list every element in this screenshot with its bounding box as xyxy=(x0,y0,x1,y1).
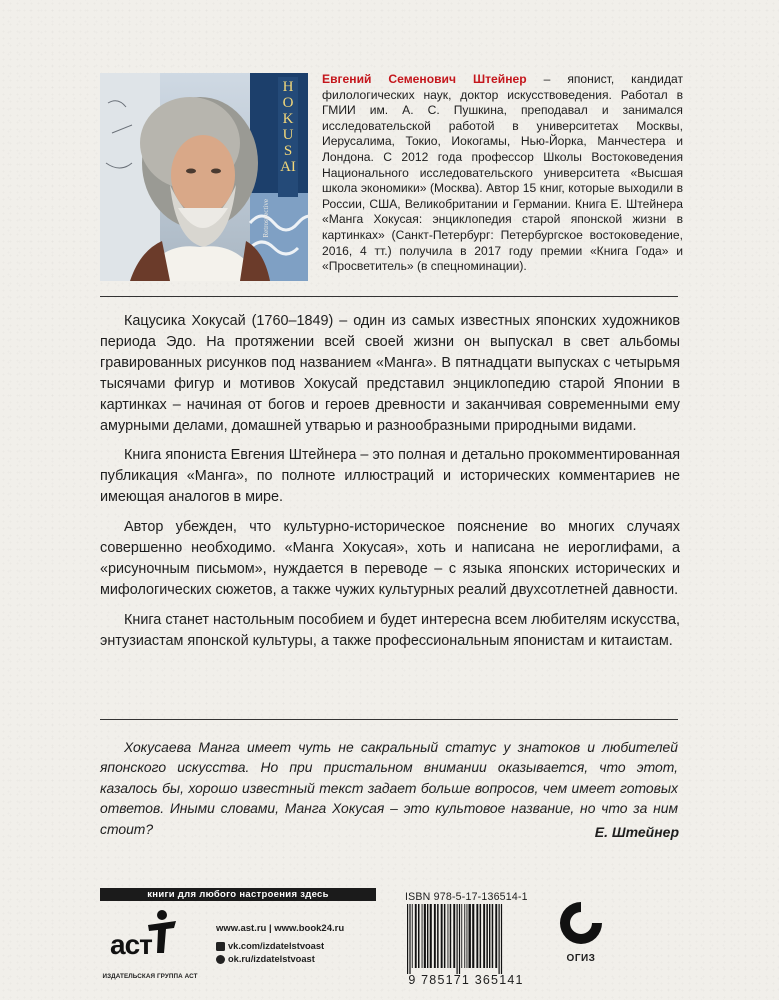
publisher-contacts xyxy=(216,920,344,969)
ast-logo xyxy=(110,907,180,969)
barcode-bar xyxy=(501,904,502,974)
divider-top xyxy=(100,296,678,297)
quote-text: Хокусаева Манга имеет чуть не сакральный статус у знатоков и любителей японского искусства. Но при пристальном внимании оказывается, что этот, казалось бы, хорошо известный текст задает больше вопросов, чем имеет готовых ответов. Иными словами, Манга Хокусая – это культовое название, но что за ним стоит? xyxy=(100,739,678,837)
ogiz-logo-text: ОГИЗ xyxy=(566,953,596,964)
barcode-bar xyxy=(437,904,439,968)
publisher-name: ИЗДАТЕЛЬСКАЯ ГРУППА АСТ xyxy=(102,973,198,980)
barcode-bar xyxy=(434,904,436,968)
barcode-bar xyxy=(489,904,490,968)
ok-link[interactable]: ok.ru/izdatelstvoast xyxy=(228,954,315,964)
ast-logo-text: аст xyxy=(110,929,152,960)
barcode xyxy=(401,904,531,988)
annotation-paragraph: Автор убежден, что культурно-историческое пояснение во многих случаях совершенно необходимо. «Манга Хокусая», хоть и написана не иероглифами, а «рисуночным письмом», нуждается в переводе – с языка японских исторических и мифологических сюжетов, а также чужих культурных реалий двухсотлетней давности. xyxy=(100,519,680,598)
author-bio xyxy=(322,72,683,275)
annotation-paragraph: Кацусика Хокусай (1760–1849) – один из самых известных японских художников периода Эдо. На протяжении всей своей жизни он выпускал в свет альбомы гравированных рисунков под названием «Манга». В пятнадцати выпусках с четырьмя тысячами фигур и мотивов Хокусай представил энциклопедию старой Японии в картинках – начиная от богов и героев древности и заканчивая современными ему амурными делами, домашней утварью и разнообразными природными видами. xyxy=(100,313,680,434)
barcode-bar xyxy=(476,904,478,968)
barcode-bar xyxy=(467,904,468,968)
barcode-bar xyxy=(495,904,497,968)
photo-poster-title: HOKUSAI xyxy=(280,79,296,175)
barcode-bar xyxy=(409,904,410,974)
barcode-bar xyxy=(480,904,482,968)
barcode-bar xyxy=(415,904,417,968)
websites-link[interactable]: www.ast.ru | www.book24.ru xyxy=(216,923,345,934)
barcode-bar xyxy=(457,904,458,974)
barcode-bar xyxy=(472,904,474,968)
barcode-bar xyxy=(422,904,423,968)
barcode-bar xyxy=(453,904,455,968)
barcode-digits: 9 785171 365141 xyxy=(408,973,524,987)
barcode-bar xyxy=(448,904,449,968)
isbn: ISBN 978-5-17-136514-1 xyxy=(405,891,528,903)
author-bio-text: – японист, кандидат филологических наук, доктор искусствоведения. Работал в ГМИИ им. А. С. Пушкина, преподавал и занимался исследовательской работой в университетах Москвы, Иерусалима, Токио, Иокогамы, Нью-Йорка, Манчестера и Лондона. С 2012 года профессор Школы Востоковедения Национального исследовательского университета «Высшая школа экономики» (Москва). Автор 15 книг, которые выходили в России, США, Великобритании и Германии. Книга Е. Штейнера «Манга Хокусая: энциклопедия старой японской жизни в картинках» (Санкт-Петербург: Петербургское востоковедение, 2016, 4 тт.) получила в 2017 году премии «Книга Года» и «Просветитель» (в спецноминации). xyxy=(322,72,683,274)
barcode-bar xyxy=(441,904,443,968)
barcode-bar xyxy=(483,904,485,968)
annotation-paragraph: Книга япониста Евгения Штейнера – это полная и детально прокомментированная публикация «Манга», по полноте иллюстраций и исторических комментариев не имеющая аналогов в мире. xyxy=(100,447,680,506)
quote-author: Е. Штейнер xyxy=(594,824,679,840)
barcode-bar xyxy=(492,904,494,968)
barcode-bar xyxy=(459,904,460,974)
photo-poster-subtitle: Retrospective xyxy=(262,199,270,238)
ogiz-logo xyxy=(556,897,606,977)
barcode-bar xyxy=(450,904,452,968)
annotation xyxy=(100,311,680,661)
barcode-bar xyxy=(424,904,426,968)
barcode-bar xyxy=(464,904,465,968)
barcode-bar xyxy=(486,904,488,968)
divider-bottom xyxy=(100,719,678,720)
barcode-bar xyxy=(444,904,446,968)
barcode-bar xyxy=(418,904,420,968)
author-name: Евгений Семенович Штейнер xyxy=(322,72,527,86)
barcode-bar xyxy=(499,904,500,974)
barcode-bar xyxy=(461,904,462,968)
publisher-slogan: книги для любого настроения здесь xyxy=(100,888,376,901)
barcode-bar xyxy=(427,904,428,968)
annotation-paragraph: Книга станет настольным пособием и будет интересна всем любителям искусства, энтузиастам японской культуры, а также профессиональным японистам и китаистам. xyxy=(100,611,680,649)
vk-icon xyxy=(216,942,225,951)
barcode-bar xyxy=(469,904,471,968)
vk-link[interactable]: vk.com/izdatelstvoast xyxy=(228,940,325,951)
barcode-bar xyxy=(412,904,413,968)
author-photo xyxy=(100,73,308,281)
barcode-bar xyxy=(407,904,408,974)
barcode-bar xyxy=(430,904,432,968)
ok-icon xyxy=(216,955,225,964)
